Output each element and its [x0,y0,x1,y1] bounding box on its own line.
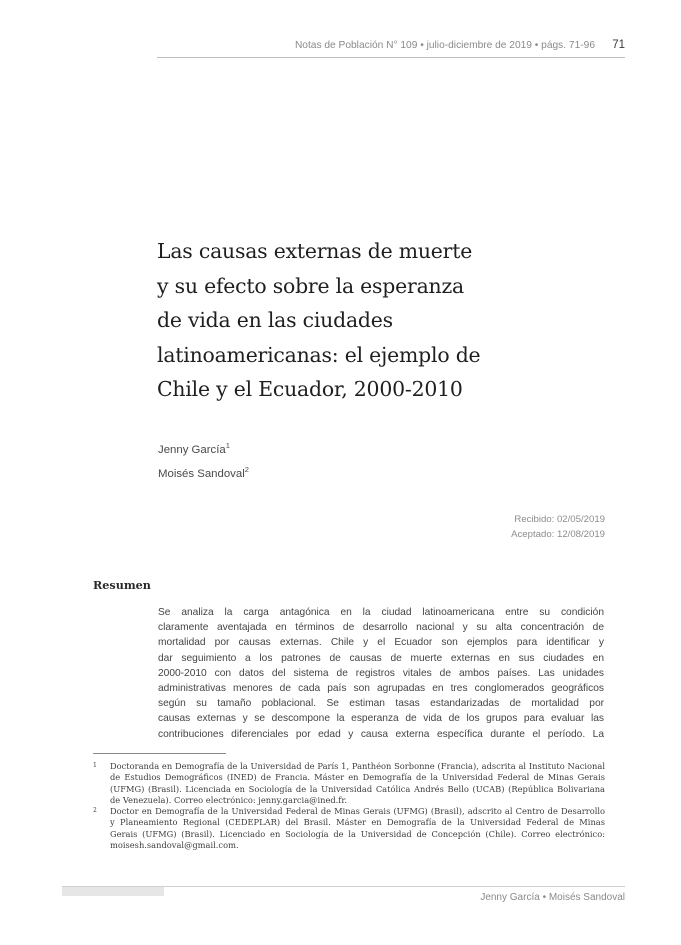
footnote-line: de Venezuela). Correo electrónico: jenny.garcia@ined.fr. [110,794,348,805]
footnotes [93,761,605,851]
received-date: Recibido: 02/05/2019 [514,514,605,525]
footnote-number: 2 [93,807,97,815]
author-2 [158,460,249,484]
footnote-number: 1 [93,762,97,769]
title-line: Chile y el Ecuador, 2000-2010 [157,377,463,401]
abstract-line: claramente aventajada en términos de desarrollo nacional y su alta concentración de [158,622,604,634]
journal-citation: Notas de Población N° 109 • julio-diciembre de 2019 • págs. 71-96 [294,40,595,51]
title-line: de vida en las ciudades [157,308,393,332]
abstract-line: Se analiza la carga antagónica en la ciudad latinoamericana entre su condición [158,607,604,618]
footnote-line: Doctoranda en Demografía de la Universidad de París 1, Panthéon Sorbonne (Francia), adscrita al Instituto Nacional [110,761,605,771]
article-title [157,234,577,407]
footnote-rule [93,753,226,754]
author-list [158,436,249,484]
footnote-line: de Estudios Demográficos (INED) de Francia. Máster en Demografía de la Universidad Federal de Minas Gerais [110,772,605,783]
footnote-line: Gerais (UFMG) (Brasil). Licenciado en Sociología de la Universidad de Concepción (Chile). Correo electrónico: [110,828,605,839]
author-1 [158,436,249,460]
submission-dates [511,512,605,542]
footnote-mark[interactable]: 1 [225,441,230,450]
abstract-line: según su tamaño poblacional. Se estiman tasas estandarizadas de mortalidad por [158,698,604,710]
footnote-line: (UFMG) (Brasil). Licenciada en Sociología de la Universidad Católica Andrés Bello (UCAB) (República Bolivariana [110,783,605,794]
author-name: Moisés Sandoval [158,468,245,480]
abstract-line: contribuciones diferenciales por edad y causa externa específica durante el período. La [158,728,604,740]
abstract-heading: Resumen [93,578,151,592]
abstract-line: causas externas y se descompone la esperanza de vida de los grupos para evaluar las [158,713,604,725]
abstract-line: dar seguimiento a los patrones de causas de muerte externas en sus ciudades en [158,652,604,664]
footnote-line: Doctor en Demografía de la Universidad Federal de Minas Gerais (UFMG) (Brasil), adscrito al Centro de Desarrollo [110,806,605,817]
footnote-1 [93,761,605,806]
accepted-date: Aceptado: 12/08/2019 [511,529,605,540]
header-rule [157,57,625,58]
footnote-line: y Planeamiento Regional (CEDEPLAR) del Brasil. Máster en Demografía de la Universidad Federal de Minas [110,817,605,828]
footer-accent-bar [62,887,164,896]
title-line: latinoamericanas: el ejemplo de [157,342,481,367]
footnote-mark[interactable]: 2 [244,465,249,474]
abstract-body [158,605,604,742]
title-line: y su efecto sobre la esperanza [157,273,464,298]
running-footer: Jenny García • Moisés Sandoval [480,892,625,903]
title-line: Las causas externas de muerte [157,239,473,263]
author-name: Jenny García [158,444,226,456]
footnote-2 [93,806,605,851]
page-number: 71 [612,39,625,51]
abstract-line: mortalidad por causas externas. Chile y el Ecuador son ejemplos para identificar y [158,637,604,649]
abstract-line: 2000-2010 con datos del sistema de registros vitales de ambos países. Las unidades [158,667,604,679]
abstract-line: administrativas menores de cada país son agrupadas en tres conglomerados geográficos [158,682,604,694]
footnote-line: moisesh.sandoval@gmail.com. [110,840,239,851]
